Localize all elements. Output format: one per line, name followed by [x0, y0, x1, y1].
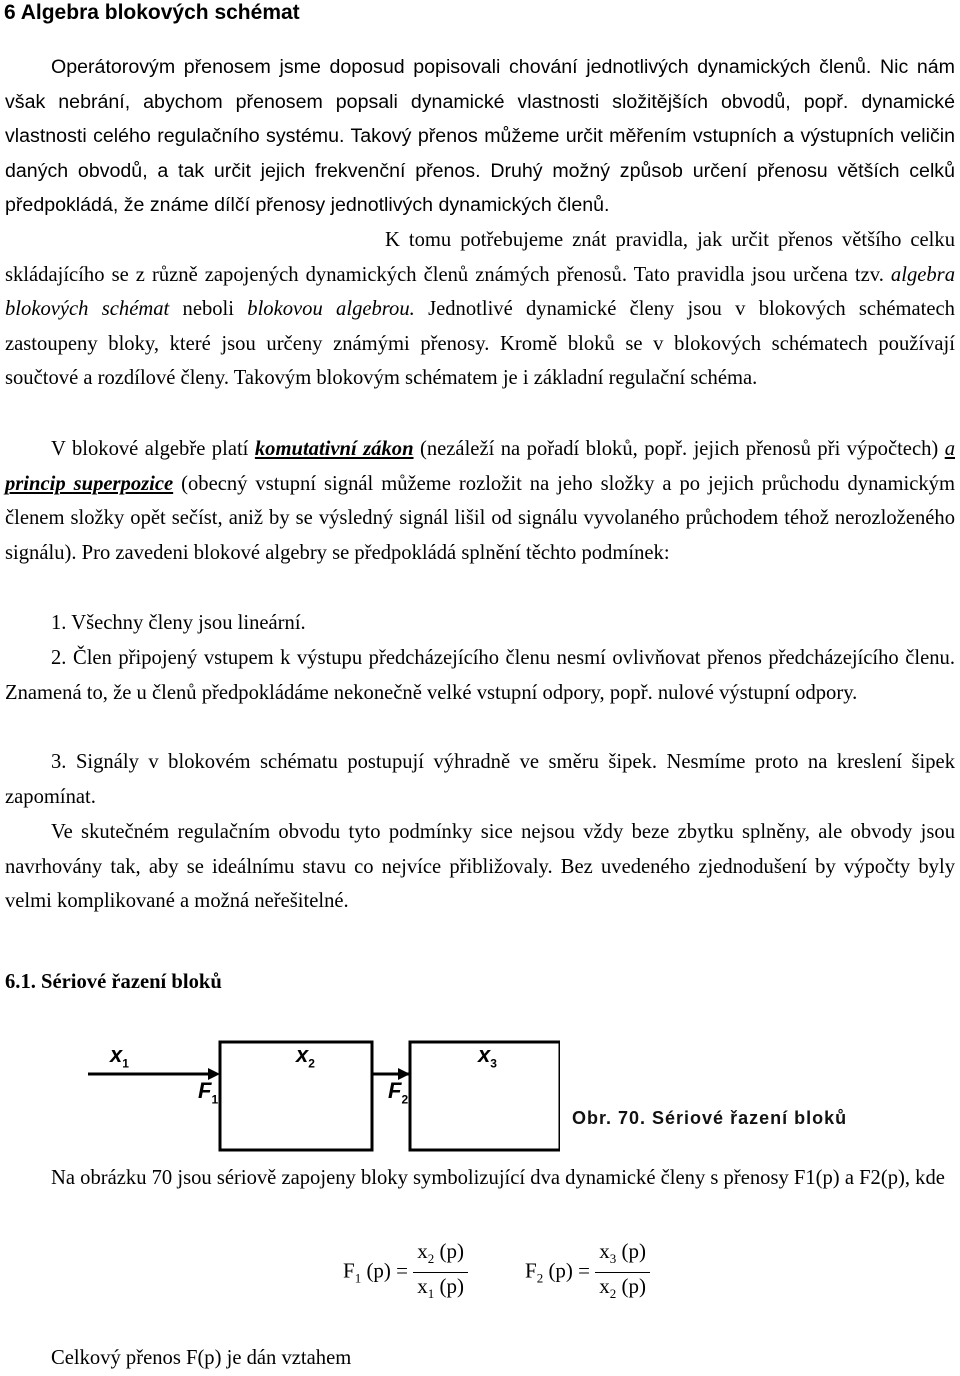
fraction-f2: $\frac{x_3 (p)}{x_2 (p)}$ [595, 1238, 650, 1307]
paragraph-rules: K tomu potřebujeme znát pravidla, jak určit přenos většího celku skládajícího se z různě zapojených dynamických členů známých přenosů. Tato pravidla jsou určena tzv. algebra blokových schémat neboli blokovou algebrou. Jednotlivé dynamické členy jsou v blokových schématech zastoupeny bloky, které jsou určeny známými přenosy. Kromě bloků se v blokových schématech používají součtové a rozdílové členy. Takovým blokovým schématem je i základní regulační schéma. [5, 229, 955, 390]
condition-1: 1. Všechny členy jsou lineární. [51, 612, 306, 634]
figure-caption: Obr. 70. Sériové řazení bloků [572, 1108, 848, 1128]
term-commutative-law: komutativní zákon [254, 438, 414, 460]
term-superposition: princip superpozice [5, 472, 174, 495]
condition-3: 3. Signály v blokovém schématu postupují výhradně ve směru šipek. Nesmíme proto na kreslení šipek zapomínat. [5, 751, 955, 808]
section-heading: 6 Algebra blokových schémat [4, 1, 300, 24]
paragraph-series: Na obrázku 70 jsou sériově zapojeny bloky symbolizující dva dynamické členy s přenosy F1(p) a F2(p), kde [51, 1167, 945, 1189]
paragraph-intro: Operátorovým přenosem jsme doposud popisovali chování jednotlivých dynamických členů. Nic nám však nebrání, abychom přenosem popsali dynamické vlastnosti složitějších obvodů, popř. dynamické vlastnosti celého regulačního systému. Takový přenos můžeme určit měřením vstupních a výstupních veličin daných obvodů, a tak určit jejich frekvenční přenos. Druhý možný způsob určení přenosu větších celků předpokládá, že známe dílčí přenosy jednotlivých dynamických členů. [5, 56, 955, 217]
label-f1: $F_1$ [198, 1078, 219, 1107]
label-x2: $x_2$ [296, 1042, 315, 1071]
subsection-heading: 6.1. Sériové řazení bloků [5, 971, 222, 993]
paragraph-algebra-laws: V blokové algebře platí komutativní zákon (nezáleží na pořadí bloků, popř. jejich přenosů při výpočtech) a princip superpozice (obecný vstupní signál můžeme rozložit na jeho složky a po jejich průchodu dynamickým členem složky opět sečíst, aniž by se výsledný signál lišil od signálu vyvolaného průchodem téhož nerozloženého signálu). Pro zavedeni blokové algebry se předpokládá splnění těchto podmínek: [5, 438, 956, 564]
paragraph-real-circuit: Ve skutečném regulačním obvodu tyto podmínky sice nejsou vždy beze zbytku splněny, ale obvody jsou navrhovány tak, aby se ideálnímu stavu co nejvíce přibližovaly. Bez uvedeného zjednodušení by výpočty byly velmi komplikované a možná neřešitelné. [5, 821, 955, 913]
condition-2: 2. Člen připojený vstupem k výstupu předcházejícího členu nesmí ovlivňovat přenos předcházejícího členu. Znamená to, že u členů předpokládáme nekonečně velké vstupní odpory, popř. nulové výstupní odpory. [5, 647, 955, 704]
label-x3: $x_3$ [478, 1042, 497, 1071]
fraction-f1: $\frac{x_2 (p)}{x_1 (p)}$ [413, 1238, 468, 1307]
formula-f2: $F_2$ (p) = $\frac{x_3 (p)}{x_2 (p)}$ [525, 1238, 650, 1307]
label-x1: $x_1$ [110, 1042, 129, 1071]
formula-f1: $F_1$ (p) = $\frac{x_2 (p)}{x_1 (p)}$ [343, 1238, 468, 1307]
label-f2: $F_2$ [388, 1078, 409, 1107]
series-block-diagram [80, 1038, 560, 1158]
paragraph-total-transfer: Celkový přenos F(p) je dán vztahem [51, 1347, 352, 1369]
